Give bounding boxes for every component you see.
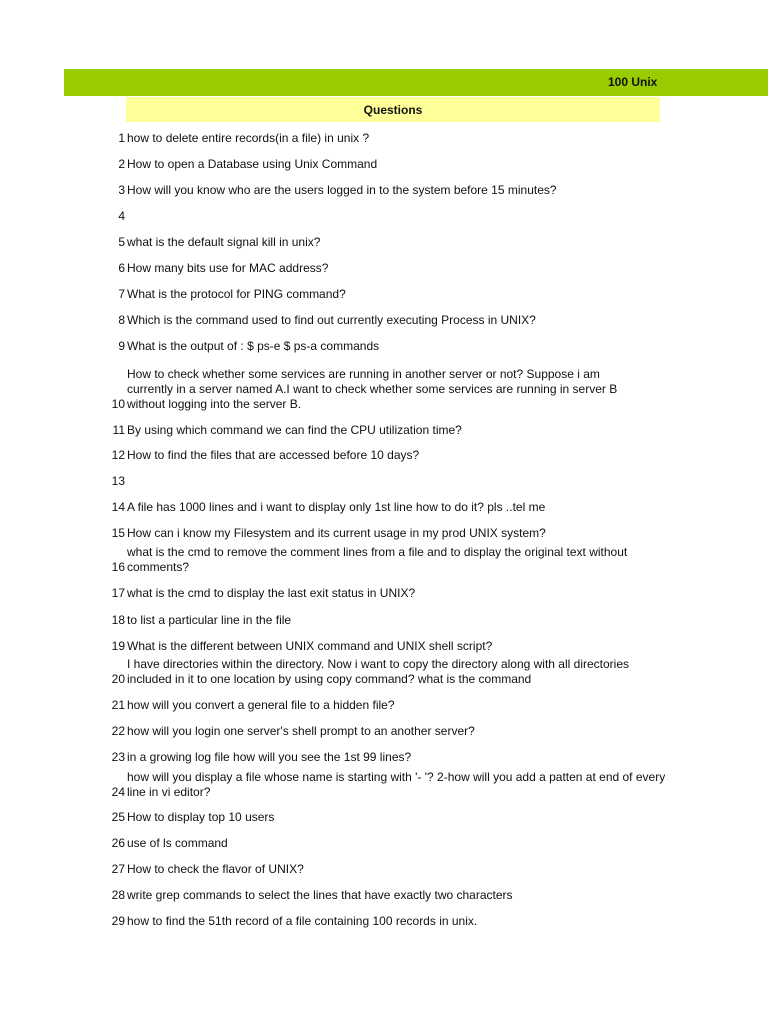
- item-number: 28: [111, 888, 125, 902]
- item-number: 12: [111, 448, 125, 462]
- item-number: 6: [118, 261, 125, 275]
- item-number: 7: [118, 287, 125, 301]
- item-number: 13: [111, 474, 125, 488]
- item-text: How to check the flavor of UNIX?: [127, 862, 304, 876]
- item-number: 4: [118, 209, 125, 223]
- item-number: 20: [111, 672, 125, 686]
- item-number: 10: [111, 397, 125, 411]
- item-number: 11: [112, 423, 125, 437]
- item-text: how will you display a file whose name is starting with '- '? 2-how will you add a patten at end of every line in vi editor?: [127, 770, 666, 799]
- item-text: how will you convert a general file to a hidden file?: [127, 698, 395, 712]
- item-number: 22: [111, 724, 125, 738]
- header-bar: [64, 69, 768, 96]
- item-text: What is the protocol for PING command?: [127, 287, 346, 301]
- item-text: what is the cmd to display the last exit status in UNIX?: [127, 586, 416, 600]
- item-text: how will you login one server's shell prompt to an another server?: [127, 724, 475, 738]
- item-text: How will you know who are the users logged in to the system before 15 minutes?: [127, 183, 557, 197]
- item-text: What is the output of : $ ps-e $ ps-a commands: [127, 339, 380, 353]
- item-number: 3: [118, 183, 125, 197]
- item-number: 26: [111, 836, 125, 850]
- item-text: what is the cmd to remove the comment lines from a file and to display the original text without comments?: [127, 545, 628, 574]
- item-number: 8: [118, 313, 125, 327]
- item-number: 19: [111, 639, 125, 653]
- item-number: 23: [111, 750, 125, 764]
- item-text: How to open a Database using Unix Command: [127, 157, 378, 171]
- item-number: 5: [118, 235, 125, 249]
- item-text: to list a particular line in the file: [127, 613, 292, 627]
- item-text: How to find the files that are accessed before 10 days?: [127, 448, 420, 462]
- questions-header: Questions: [126, 97, 660, 122]
- item-text: How many bits use for MAC address?: [127, 261, 329, 275]
- item-text: What is the different between UNIX command and UNIX shell script?: [127, 639, 493, 653]
- item-number: 16: [111, 560, 125, 574]
- item-number: 25: [111, 810, 125, 824]
- item-text: By using which command we can find the CPU utilization time?: [127, 423, 462, 437]
- item-number: 17: [111, 586, 125, 600]
- item-text: Which is the command used to find out currently executing Process in UNIX?: [127, 313, 536, 327]
- item-text: use of ls command: [127, 836, 228, 850]
- item-number: 18: [111, 613, 125, 627]
- item-number: 2: [118, 157, 125, 171]
- item-text: A file has 1000 lines and i want to display only 1st line how to do it? pls ..tel me: [127, 500, 546, 514]
- item-text: what is the default signal kill in unix?: [127, 235, 321, 249]
- item-number: 27: [111, 862, 125, 876]
- item-text: how to find the 51th record of a file containing 100 records in unix.: [127, 914, 478, 928]
- item-text: How to display top 10 users: [127, 810, 275, 824]
- item-text: I have directories within the directory. Now i want to copy the directory along with all directories included in it to one location by using copy command? what is the command: [127, 657, 630, 686]
- item-number: 9: [118, 339, 125, 353]
- item-text: write grep commands to select the lines that have exactly two characters: [127, 888, 513, 902]
- item-number: 15: [111, 526, 125, 540]
- item-text: how to delete entire records(in a file) in unix ?: [127, 131, 370, 145]
- item-text: How can i know my Filesystem and its current usage in my prod UNIX system?: [127, 526, 546, 540]
- item-number: 29: [111, 914, 125, 928]
- item-text: in a growing log file how will you see the 1st 99 lines?: [127, 750, 412, 764]
- item-number: 24: [111, 785, 125, 799]
- sheet-title: 100 Unix: [608, 75, 658, 89]
- item-text: How to check whether some services are running in another server or not? Suppose i am currently in a server named A.I want to check whether some services are running in server B without logging into the server B.: [127, 367, 618, 411]
- item-number: 21: [111, 698, 125, 712]
- item-number: 1: [118, 131, 125, 145]
- item-number: 14: [111, 500, 125, 514]
